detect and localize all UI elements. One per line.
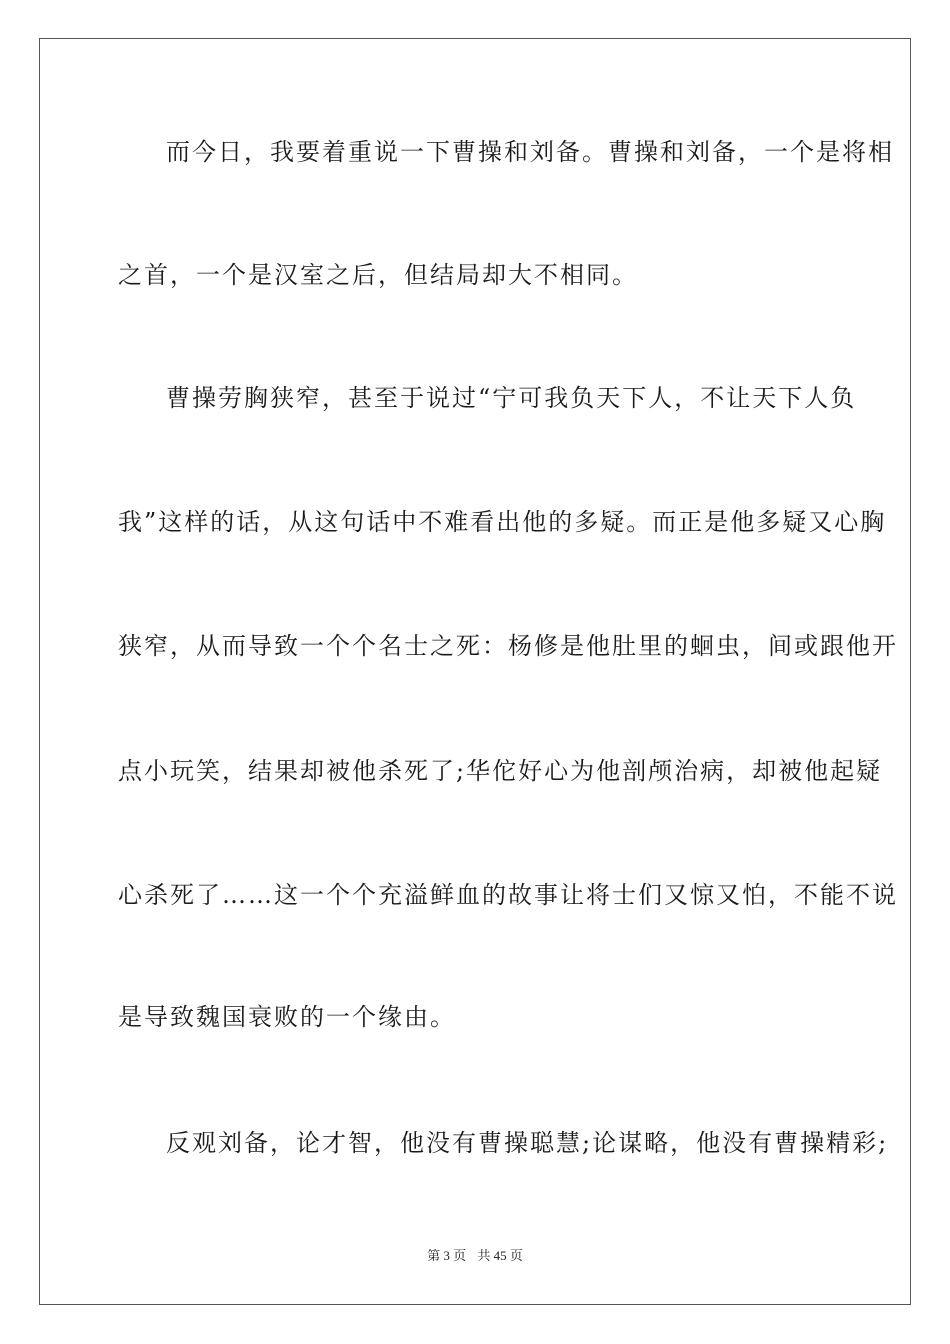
text-line: 而今日，我要着重说一下曹操和刘备。曹操和刘备，一个是将相 bbox=[166, 138, 894, 166]
page-footer bbox=[0, 1245, 950, 1264]
text-line: 心杀死了……这一个个充溢鲜血的故事让将士们又惊又怕，不能不说 bbox=[118, 881, 898, 909]
page-number: 第 3 页 bbox=[427, 1248, 467, 1263]
page-total: 共 45 页 bbox=[477, 1248, 523, 1263]
text-line: 我”这样的话，从这句话中不难看出他的多疑。而正是他多疑又心胸 bbox=[118, 508, 887, 536]
text-line: 之首，一个是汉室之后，但结局却大不相同。 bbox=[118, 261, 638, 289]
text-line: 反观刘备，论才智，他没有曹操聪慧;论谋略，他没有曹操精彩; bbox=[166, 1129, 889, 1157]
page-border bbox=[39, 38, 911, 1305]
text-line: 点小玩笑，结果却被他杀死了;华佗好心为他剖颅治病，却被他起疑 bbox=[118, 757, 883, 785]
text-line: 曹操劳胸狭窄，甚至于说过“宁可我负天下人，不让天下人负 bbox=[166, 384, 857, 412]
text-line: 是导致魏国衰败的一个缘由。 bbox=[118, 1003, 456, 1031]
text-line: 狭窄，从而导致一个个名士之死：杨修是他肚里的蛔虫，间或跟他开 bbox=[118, 632, 898, 660]
